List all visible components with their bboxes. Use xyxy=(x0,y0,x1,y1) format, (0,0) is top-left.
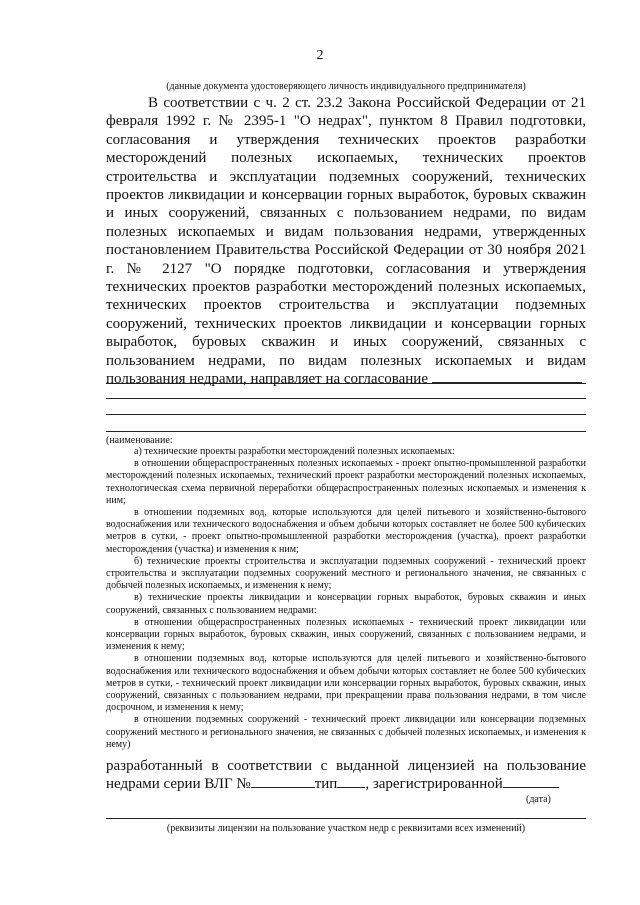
option-c-heading: в) технические проекты ликвидации и консервации горных выработок, буровых скважин и иных сооружений, связанных с пользованием недрами: xyxy=(106,592,586,616)
option-c-underground-structures: в отношении подземных сооружений - технический проект ликвидации или консервации подземных сооружений местного и регионального значения, не связанных с добычей полезных ископаемых, и изменения к нему) xyxy=(106,714,586,750)
option-c-common-minerals: в отношении общераспространенных полезных ископаемых - технический проект ликвидации или консервации горных выработок, буровых скважин, иных сооружений, связанных с пользованием недрами, и изменения к нему; xyxy=(106,616,586,653)
project-name-line-2[interactable] xyxy=(106,398,586,399)
license-number-blank[interactable] xyxy=(251,775,315,788)
license-paragraph xyxy=(106,757,586,794)
main-paragraph xyxy=(106,94,586,389)
license-text-3: , зарегистрированной xyxy=(365,776,503,793)
registration-date-blank[interactable] xyxy=(503,775,559,788)
license-text-2: тип xyxy=(314,776,338,793)
main-paragraph-text: В соответствии с ч. 2 ст. 23.2 Закона Российской Федерации от 21 февраля 1992 г. № 2395-1 "О недрах", пунктом 8 Правил подготовки, согласования и утверждения технических проектов разработки месторождений полезных ископаемых, технических проектов строительства и эксплуатации подземных сооружений, технических проектов ликвидации и консервации горных выработок, буровых скважин и иных сооружений, связанных с пользованием недрами, по видам полезных ископаемых и видам пользования недрами, утвержденных постановлением Правительства Российской Федерации от 30 ноября 2021 г. № 2127 "О порядке подготовки, согласования и утверждения технических проектов разработки месторождений полезных ископаемых, технических проектов строительства и эксплуатации подземных сооружений, технических проектов ликвидации и консервации горных выработок, буровых скважин и иных сооружений, связанных с пользованием недрами, по видам полезных ископаемых и видам пользования недрами, направляет на согласование xyxy=(106,95,586,388)
license-type-blank[interactable] xyxy=(337,775,365,788)
page-number: 2 xyxy=(316,48,324,63)
project-type-options xyxy=(106,446,586,751)
license-requisites-line[interactable] xyxy=(106,818,586,819)
option-c-groundwater: в отношении подземных вод, которые используются для целей питьевого и хозяйственно-бытового водоснабжения или технического водоснабжения и объем добычи которых составляет не более 500 кубических метров в сутки, - технический проект ликвидации или консервации горных выработок, буровых скважин, иных сооружений, связанных с пользованием недрами, при прекращении права пользования недрами, в том числе досрочном, и изменения к нему; xyxy=(106,653,586,714)
option-a-groundwater: в отношении подземных вод, которые используются для целей питьевого и хозяйственно-бытового водоснабжения или технического водоснабжения и объем добычи которых составляет не более 500 кубических метров в сутки, - проект опытно-промышленной разработки месторождения (участка), проект разработки месторождения (участка) и изменения к ним; xyxy=(106,507,586,555)
project-name-line-1[interactable] xyxy=(106,383,586,384)
date-caption: (дата) xyxy=(526,794,551,805)
name-caption: (наименование: xyxy=(106,435,173,446)
applicant-id-caption: (данные документа удостоверяющего личность индивидуального предпринимателя) xyxy=(166,81,526,92)
project-name-line-3[interactable] xyxy=(106,414,586,415)
submission-recipient-blank[interactable] xyxy=(432,370,582,383)
license-requisites-caption: (реквизиты лицензии на пользование участком недр с реквизитами всех изменений) xyxy=(166,823,526,834)
option-a-heading: а) технические проекты разработки месторождений полезных ископаемых: xyxy=(134,446,455,457)
project-name-line-4[interactable] xyxy=(106,431,586,432)
option-a-common-minerals: в отношении общераспространенных полезных ископаемых - проект опытно-промышленной разработки месторождений полезных ископаемых, технический проект разработки месторождений полезных ископаемых, технологическая схема первичной переработки общераспространенных полезных ископаемых и изменения к ним; xyxy=(106,458,586,506)
option-b-underground-structures: б) технические проекты строительства и эксплуатации подземных сооружений - технический проект строительства и эксплуатации подземных сооружений местного и регионального значения, не связанных с добычей полезных ископаемых, и изменения к нему; xyxy=(106,555,586,592)
license-text-1: разработанный в соответствии с выданной лицензией на пользование недрами серии ВЛГ № xyxy=(106,758,586,793)
